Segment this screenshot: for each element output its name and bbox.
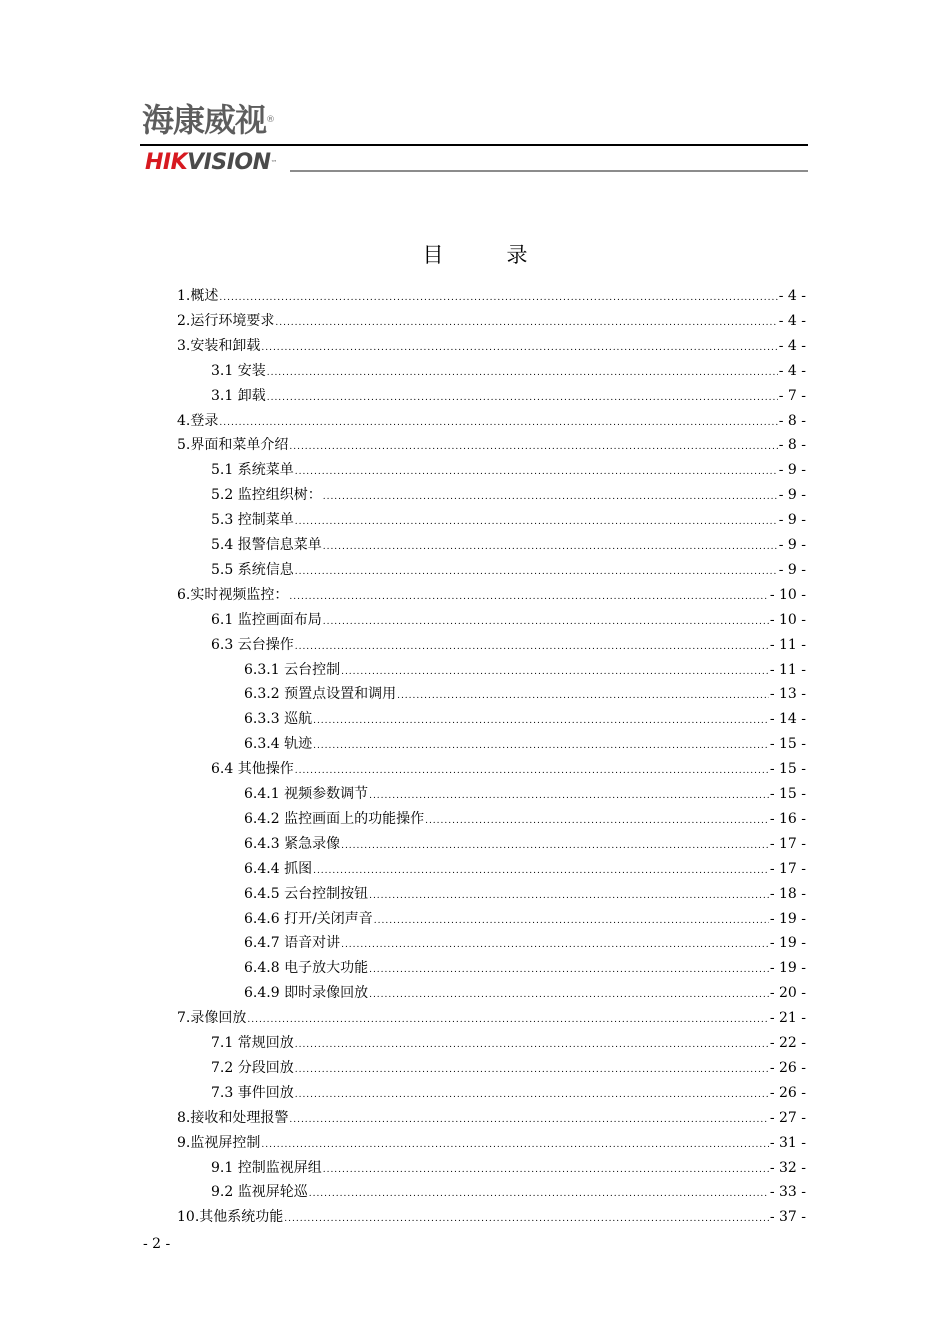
toc-entry-label: 5.2 监控组织树： (211, 487, 322, 504)
toc-entry-page: - 18 - (769, 885, 806, 902)
toc-dot-leader (219, 411, 777, 434)
toc-entry-page: - 9 - (778, 512, 806, 529)
toc-entry-label: 6.4.9 即时录像回放 (244, 985, 369, 1002)
toc-dot-leader (397, 684, 769, 707)
toc-entry[interactable] (244, 807, 806, 832)
toc-dot-leader (275, 311, 777, 334)
toc-entry-label: 6.3.4 轨迹 (244, 736, 313, 753)
toc-dot-leader (267, 386, 778, 409)
toc-entry[interactable] (211, 458, 806, 483)
toc-entry[interactable] (211, 633, 806, 658)
toc-entry-page: - 9 - (778, 487, 806, 504)
toc-entry-label: 5.3 控制菜单 (211, 512, 294, 529)
toc-entry[interactable] (177, 309, 806, 334)
toc-dot-leader (295, 560, 778, 583)
toc-entry-page: - 10 - (769, 611, 806, 628)
toc-entry[interactable] (177, 583, 806, 608)
toc-entry[interactable] (211, 1031, 806, 1056)
toc-dot-leader (369, 784, 769, 807)
logo-hik-text: HIK (145, 150, 188, 175)
logo-vision-text: VISION (187, 150, 271, 175)
toc-entry[interactable] (211, 1056, 806, 1081)
toc-dot-leader (341, 660, 769, 683)
toc-entry-label: 7.录像回放 (177, 1010, 247, 1027)
toc-dot-leader (219, 286, 777, 309)
toc-entry-label: 5.1 系统菜单 (211, 462, 294, 479)
toc-entry-page: - 15 - (769, 761, 806, 778)
toc-dot-leader (261, 336, 777, 359)
toc-entry-page: - 11 - (769, 661, 806, 678)
toc-entry-label: 9.2 监视屏轮巡 (211, 1184, 308, 1201)
toc-dot-leader (295, 1033, 769, 1056)
toc-entry[interactable] (244, 907, 806, 932)
toc-entry[interactable] (211, 608, 806, 633)
toc-entry-page: - 15 - (769, 786, 806, 802)
toc-dot-leader (313, 859, 769, 882)
toc-dot-leader (369, 958, 769, 981)
toc-entry-label: 3.安装和卸载 (177, 337, 261, 354)
toc-dot-leader (323, 1158, 769, 1181)
toc-dot-leader (369, 983, 769, 1006)
toc-dot-leader (289, 1108, 768, 1131)
toc-dot-leader (313, 709, 769, 732)
toc-entry-label: 7.2 分段回放 (211, 1059, 294, 1076)
toc-entry-label: 7.3 事件回放 (211, 1084, 294, 1101)
toc-entry-page: - 16 - (769, 810, 806, 827)
toc-entry-page: - 13 - (769, 686, 806, 703)
toc-entry[interactable] (177, 409, 806, 434)
toc-entry-label: 5.5 系统信息 (211, 561, 294, 578)
toc-entry-label: 3.1 安装 (211, 362, 266, 379)
toc-entry[interactable] (211, 483, 806, 508)
toc-entry-page: - 11 - (769, 636, 806, 653)
toc-entry-page: - 21 - (769, 1010, 806, 1027)
toc-entry-page: - 20 - (769, 985, 806, 1002)
toc-entry-label: 9.监视屏控制 (177, 1134, 261, 1151)
toc-entry-page: - 7 - (778, 387, 806, 404)
toc-dot-leader (309, 1182, 769, 1205)
toc-entry[interactable] (177, 1106, 806, 1131)
toc-entry[interactable] (211, 508, 806, 533)
toc-dot-leader (289, 435, 777, 458)
toc-entry-label: 6.4.2 监控画面上的功能操作 (244, 810, 425, 827)
toc-entry-page: - 8 - (778, 412, 806, 429)
toc-entry-page: - 26 - (769, 1084, 806, 1101)
toc-entry-page: - 33 - (769, 1184, 806, 1201)
toc-dot-leader (323, 535, 778, 558)
toc-dot-leader (323, 485, 778, 508)
toc-entry-label: 6.3.1 云台控制 (244, 661, 341, 678)
toc-entry-page: - 4 - (778, 337, 806, 354)
toc-entry[interactable] (177, 433, 806, 458)
toc-entry[interactable] (244, 956, 806, 981)
toc-entry-label: 2.运行环境要求 (177, 312, 275, 329)
toc-entry-label: 6.4.4 抓图 (244, 860, 313, 877)
toc-entry[interactable] (211, 359, 806, 384)
toc-entry[interactable] (177, 1131, 806, 1156)
toc-entry-label: 3.1 卸载 (211, 387, 266, 404)
toc-entry-page: - 9 - (778, 537, 806, 553)
toc-dot-leader (341, 933, 769, 956)
toc-entry[interactable] (211, 533, 806, 558)
registered-mark: ® (266, 115, 275, 125)
toc-title: 目 录 (422, 243, 528, 267)
toc-entry[interactable] (244, 682, 806, 707)
toc-entry[interactable] (244, 732, 806, 757)
toc-entry[interactable] (244, 931, 806, 956)
toc-entry-label: 6.4.1 视频参数调节 (244, 786, 369, 802)
toc-entry-label: 6.实时视频监控： (177, 586, 289, 603)
toc-entry[interactable] (211, 757, 806, 782)
toc-entry-page: - 31 - (769, 1134, 806, 1151)
page-number: - 2 - (143, 1236, 171, 1252)
toc-entry-page: - 10 - (769, 586, 806, 603)
toc-entry-page: - 17 - (769, 835, 806, 852)
toc-entry[interactable] (177, 1205, 806, 1230)
toc-entry-label: 6.4 其他操作 (211, 761, 294, 778)
toc-entry-label: 9.1 控制监视屏组 (211, 1159, 322, 1176)
toc-entry-page: - 26 - (769, 1059, 806, 1076)
toc-entry-label: 6.4.6 打开/关闭声音 (244, 910, 373, 927)
toc-dot-leader (425, 809, 769, 832)
toc-entry[interactable] (244, 782, 806, 807)
toc-dot-leader (295, 759, 769, 782)
toc-entry-label: 8.接收和处理报警 (177, 1109, 289, 1126)
toc-entry-page: - 8 - (778, 437, 806, 454)
toc-entry-label: 5.4 报警信息菜单 (211, 537, 322, 553)
toc-entry-label: 6.4.8 电子放大功能 (244, 960, 369, 977)
toc-entry-page: - 15 - (769, 736, 806, 753)
toc-dot-leader (313, 734, 769, 757)
toc-entry-page: - 9 - (778, 462, 806, 479)
toc-entry-page: - 27 - (769, 1109, 806, 1126)
toc-entry-page: - 4 - (778, 288, 806, 304)
toc-entry[interactable] (211, 1081, 806, 1106)
toc-entry-label: 6.4.5 云台控制按钮 (244, 885, 369, 902)
toc-entry-page: - 17 - (769, 860, 806, 877)
toc-entry-page: - 32 - (769, 1159, 806, 1176)
header-rule-bottom (290, 170, 808, 172)
toc-entry-page: - 14 - (769, 711, 806, 728)
toc-entry[interactable] (244, 658, 806, 683)
toc-entry-page: - 4 - (778, 312, 806, 329)
toc-entry-label: 6.3.2 预置点设置和调用 (244, 686, 397, 703)
toc-entry[interactable] (177, 1006, 806, 1031)
toc-entry[interactable] (244, 832, 806, 857)
toc-entry-page: - 19 - (769, 935, 806, 952)
toc-entry-label: 1.概述 (177, 288, 219, 304)
toc-entry[interactable] (244, 981, 806, 1006)
logo-chinese-text: 海康威视 (142, 101, 267, 139)
company-logo-chinese (142, 100, 274, 140)
toc-entry[interactable] (177, 284, 806, 309)
toc-dot-leader (369, 884, 769, 907)
toc-entry-label: 7.1 常规回放 (211, 1035, 294, 1051)
toc-entry-page: - 22 - (769, 1035, 806, 1051)
toc-entry-page: - 19 - (769, 960, 806, 977)
toc-dot-leader (295, 1083, 769, 1106)
toc-entry-label: 4.登录 (177, 412, 219, 429)
toc-entry-label: 6.4.7 语音对讲 (244, 935, 341, 952)
toc-entry[interactable] (211, 558, 806, 583)
toc-entry-page: - 4 - (778, 362, 806, 379)
toc-dot-leader (295, 510, 778, 533)
toc-entry[interactable] (244, 707, 806, 732)
toc-dot-leader (289, 585, 768, 608)
toc-entry-label: 6.4.3 紧急录像 (244, 835, 341, 852)
toc-entry[interactable] (211, 384, 806, 409)
toc-dot-leader (247, 1008, 768, 1031)
toc-entry[interactable] (244, 857, 806, 882)
toc-entry-label: 6.1 监控画面布局 (211, 611, 322, 628)
toc-dot-leader (374, 909, 769, 932)
toc-dot-leader (295, 1058, 769, 1081)
toc-entry-page: - 37 - (769, 1209, 806, 1226)
toc-entry-label: 6.3.3 巡航 (244, 711, 313, 728)
toc-entry[interactable] (211, 1156, 806, 1181)
toc-entry-label: 6.3 云台操作 (211, 636, 294, 653)
toc-dot-leader (341, 834, 769, 857)
trademark-mark: ™ (270, 159, 278, 167)
page-header (0, 0, 950, 200)
toc-dot-leader (261, 1133, 768, 1156)
toc-entry-page: - 9 - (778, 561, 806, 578)
toc-entry-label: 10.其他系统功能 (177, 1209, 284, 1226)
header-rule-top (140, 144, 808, 146)
toc-entry[interactable] (211, 1180, 806, 1205)
company-logo-english (145, 149, 277, 177)
toc-entry[interactable] (177, 334, 806, 359)
toc-dot-leader (267, 361, 778, 384)
toc-dot-leader (323, 610, 769, 633)
toc-dot-leader (295, 460, 778, 483)
toc-entry-page: - 19 - (769, 910, 806, 927)
toc-dot-leader (295, 635, 769, 658)
toc-entry[interactable] (244, 882, 806, 907)
toc-dot-leader (284, 1207, 769, 1230)
toc-entry-label: 5.界面和菜单介绍 (177, 437, 289, 454)
